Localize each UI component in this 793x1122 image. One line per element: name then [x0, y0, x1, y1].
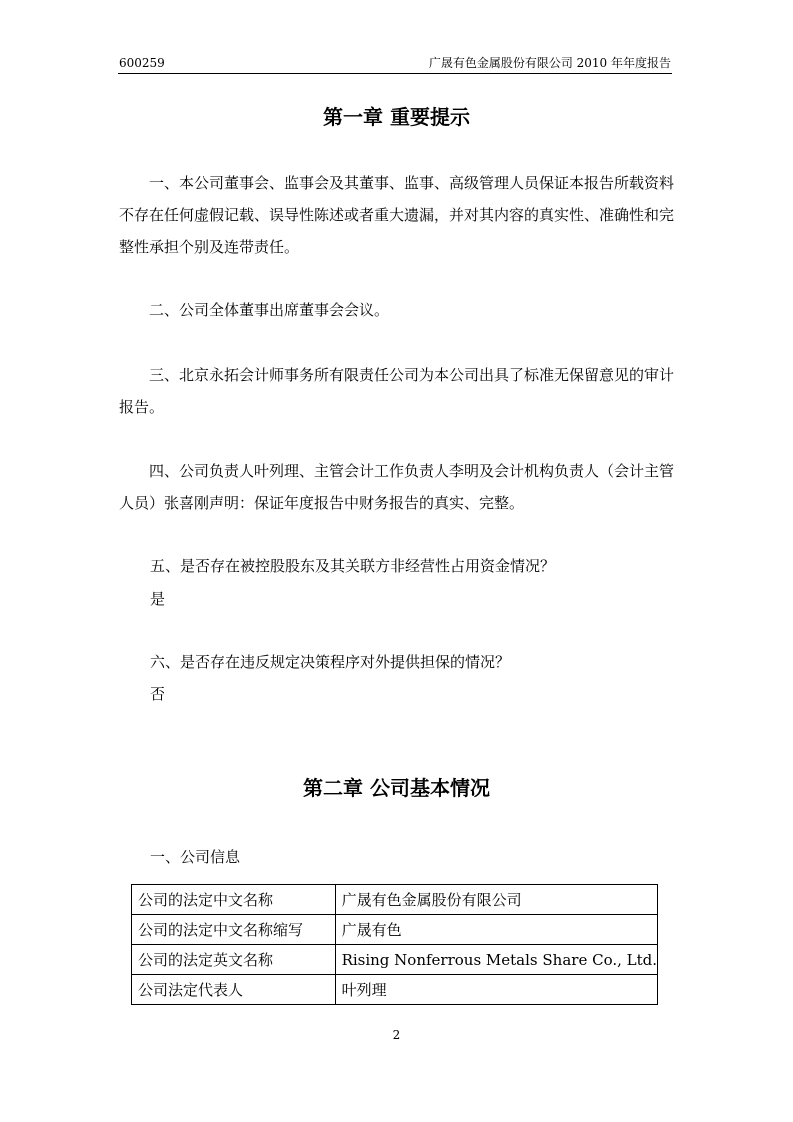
page-number: 2 [392, 1028, 401, 1042]
table-row [132, 885, 658, 915]
notice-item-4: 四、公司负责人叶列理、主管会计工作负责人李明及会计机构负责人（会计主管人员）张喜刚声明：保证年度报告中财务报告的真实、完整。 [119, 462, 675, 512]
header-divider [118, 73, 672, 74]
table-row [132, 975, 658, 1005]
table-row [132, 915, 658, 945]
chapter-1-title: 第一章 重要提示 [323, 105, 470, 129]
table-value-cell: Rising Nonferrous Metals Share Co., Ltd. [335, 945, 657, 975]
question-6: 六、是否存在违反规定决策程序对外提供担保的情况？ [150, 653, 511, 671]
table-row [132, 945, 658, 975]
notice-item-1: 一、本公司董事会、监事会及其董事、监事、高级管理人员保证本报告所载资料不存在任何虚假记载、误导性陈述或者重大遗漏，并对其内容的真实性、准确性和完整性承担个别及连带责任。 [119, 174, 675, 256]
table-label-cell: 公司的法定中文名称 [132, 885, 336, 915]
question-5: 五、是否存在被控股股东及其关联方非经营性占用资金情况？ [150, 557, 556, 575]
table-label-cell: 公司的法定中文名称缩写 [132, 915, 336, 945]
company-info-table [131, 884, 658, 1005]
table-label-cell: 公司的法定英文名称 [132, 945, 336, 975]
table-label-cell: 公司法定代表人 [132, 975, 336, 1005]
header-report-title: 广晟有色金属股份有限公司 2010 年年度报告 [428, 56, 671, 70]
table-value-cell: 叶列理 [335, 975, 657, 1005]
table-value-cell: 广晟有色金属股份有限公司 [335, 885, 657, 915]
table-value-cell: 广晟有色 [335, 915, 657, 945]
section-company-info-title: 一、公司信息 [150, 848, 241, 866]
chapter-2-title: 第二章 公司基本情况 [303, 776, 490, 800]
notice-item-3: 三、北京永拓会计师事务所有限责任公司为本公司出具了标准无保留意见的审计报告。 [119, 366, 675, 416]
notice-item-2: 二、公司全体董事出席董事会会议。 [149, 301, 390, 319]
header-stock-code: 600259 [119, 56, 165, 70]
answer-5: 是 [150, 590, 166, 608]
answer-6: 否 [150, 685, 166, 703]
